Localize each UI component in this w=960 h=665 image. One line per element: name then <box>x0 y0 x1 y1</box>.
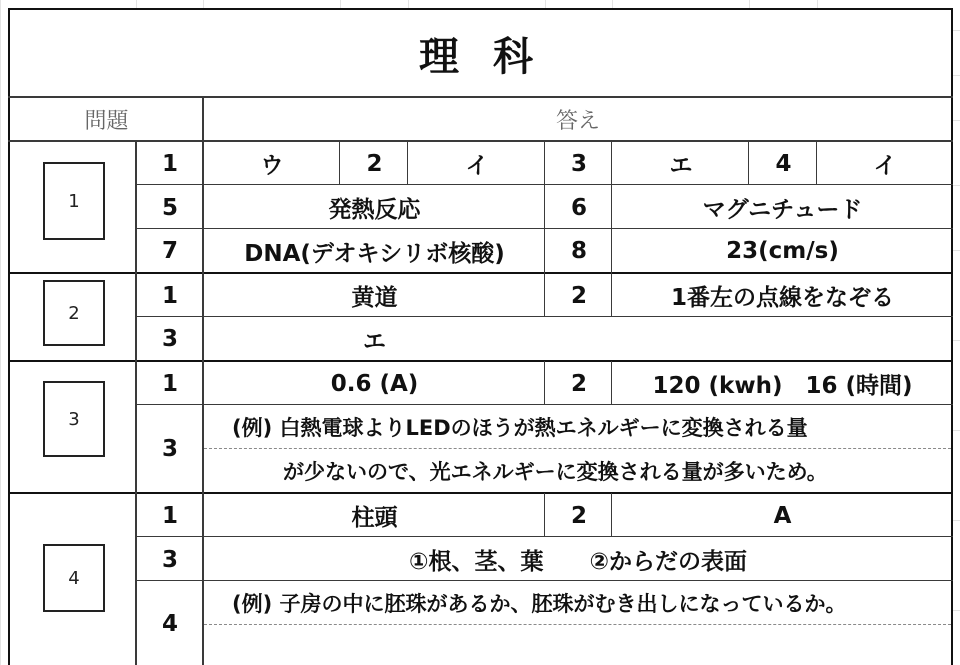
question-number: 1 <box>161 370 178 397</box>
answer-cell: ①根、茎、葉 ②からだの表面 <box>409 549 747 575</box>
answer-line <box>232 626 950 664</box>
question-number: 1 <box>161 282 178 309</box>
gridline <box>952 120 960 121</box>
header-answer: 答え <box>555 108 600 134</box>
answer-cell: エ <box>669 153 693 179</box>
answer-cell: 0.6 (A) <box>330 370 419 397</box>
question-number: 1 <box>161 150 178 177</box>
gridline <box>952 520 960 521</box>
table-rule <box>544 361 545 405</box>
answer-cell: イ <box>465 153 489 179</box>
answer-cell: エ <box>363 328 386 355</box>
question-number: 3 <box>161 436 178 462</box>
section-divider <box>8 272 953 274</box>
table-rule <box>8 96 953 98</box>
table-rule <box>611 273 612 317</box>
gridline <box>952 340 960 341</box>
answer-cell: ウ <box>260 153 284 179</box>
gridline <box>0 0 1 665</box>
table-rule <box>544 493 545 537</box>
answer-cell: 黄道 <box>351 285 398 311</box>
answer-cell: A <box>773 502 792 529</box>
answer-cell: 2 <box>570 502 587 529</box>
answer-cell: 23(cm/s) <box>726 238 839 264</box>
table-border <box>8 8 953 10</box>
answer-cell: 1番左の点線をなぞる <box>670 285 894 311</box>
table-rule <box>135 580 953 581</box>
answer-cell: 2 <box>570 282 587 309</box>
table-rule <box>748 140 749 185</box>
section-number-box: 1 <box>43 162 105 240</box>
gridline <box>952 185 960 186</box>
question-number: 3 <box>161 546 178 573</box>
question-number: 7 <box>161 238 178 264</box>
section-number-box: 2 <box>43 280 105 346</box>
section-divider <box>8 360 953 362</box>
answer-cell: マグニチュード <box>702 197 863 223</box>
table-rule <box>8 140 953 142</box>
question-number: 1 <box>161 502 178 529</box>
answer-line: (例) 子房の中に胚珠があるか、胚珠がむき出しになっているか。 <box>232 592 847 616</box>
gridline <box>952 250 960 251</box>
answer-cell: 柱頭 <box>351 505 398 531</box>
header-question: 問題 <box>84 108 129 134</box>
gridline <box>952 430 960 431</box>
answer-cell: イ <box>873 153 897 179</box>
answer-line: (例) 白熱電球よりLEDのほうが熱エネルギーに変換される量 <box>232 416 808 440</box>
question-number: 4 <box>161 610 178 637</box>
answer-cell: 8 <box>570 238 587 264</box>
page-title: 理 科 <box>419 33 543 80</box>
table-rule <box>544 140 545 273</box>
answer-cell: 120 (kwh) 16 (時間) <box>652 373 913 399</box>
section-number-box: 3 <box>43 381 105 457</box>
answer-cell: DNA(デオキシリボ核酸) <box>244 240 505 267</box>
gridline <box>952 30 960 31</box>
table-border <box>8 8 10 665</box>
dashed-line <box>204 624 951 625</box>
table-rule <box>135 140 137 665</box>
table-rule <box>544 273 545 317</box>
section-number-box: 4 <box>43 544 105 612</box>
question-number: 5 <box>161 194 178 221</box>
answer-cell: 3 <box>570 150 587 177</box>
section-divider <box>8 492 953 494</box>
table-rule <box>611 361 612 405</box>
table-rule <box>611 493 612 537</box>
answer-cell: 2 <box>366 150 383 177</box>
table-rule <box>202 96 204 142</box>
answer-cell: 6 <box>570 194 587 221</box>
answer-cell: 発熱反応 <box>328 197 421 223</box>
table-rule <box>611 140 612 273</box>
table-rule <box>816 140 817 185</box>
table-border <box>951 8 953 665</box>
answer-line: が少ないので、光エネルギーに変換される量が多いため。 <box>283 460 828 484</box>
answer-cell: 4 <box>775 150 792 177</box>
table-rule <box>339 140 340 185</box>
table-rule <box>202 140 204 665</box>
answer-cell: 2 <box>570 370 587 397</box>
gridline <box>952 75 960 76</box>
gridline <box>952 610 960 611</box>
dashed-line <box>204 448 951 449</box>
table-rule <box>407 140 408 185</box>
question-number: 3 <box>161 326 178 352</box>
